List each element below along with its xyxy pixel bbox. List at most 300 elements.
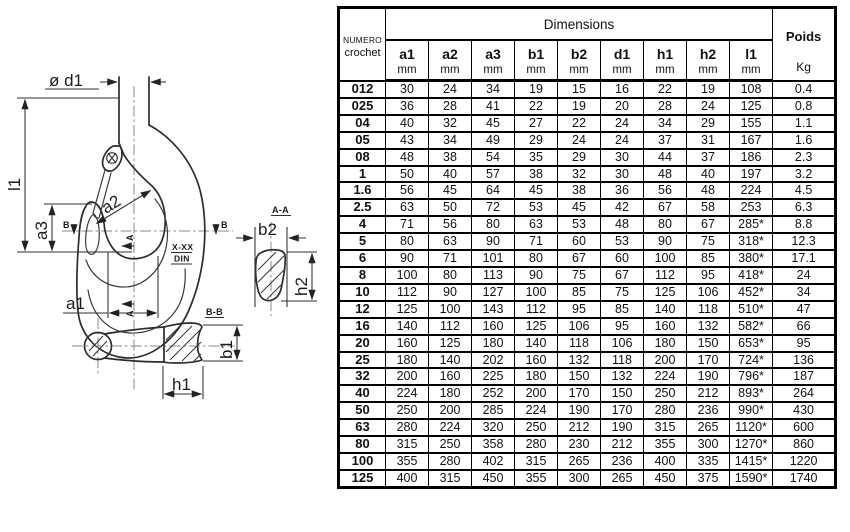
- poids-value-cell: 187: [773, 368, 836, 385]
- table-row: [339, 470, 836, 487]
- dimension-value-cell: 318*: [730, 233, 773, 250]
- dimension-value-cell: 24: [601, 132, 644, 149]
- dimension-value-cell: 450: [644, 470, 687, 487]
- table-row: [339, 402, 836, 419]
- table-row: [339, 182, 836, 199]
- dimension-value-cell: 56: [386, 182, 429, 199]
- dimension-value-cell: 22: [644, 81, 687, 98]
- dimension-value-cell: 112: [644, 267, 687, 284]
- dimension-value-cell: 71: [515, 233, 558, 250]
- table-row: [339, 267, 836, 284]
- bb-section-blob: [164, 323, 202, 363]
- dimension-value-cell: 19: [558, 98, 601, 115]
- dimension-value-cell: 48: [601, 216, 644, 233]
- row-number-cell: 25: [339, 352, 386, 369]
- poids-value-cell: 264: [773, 385, 836, 402]
- numero-crochet-header: [339, 8, 386, 81]
- dimension-value-cell: 200: [386, 368, 429, 385]
- dimension-value-cell: 212: [601, 436, 644, 453]
- table-row: [339, 199, 836, 216]
- section-a-label-top: A: [125, 234, 135, 241]
- row-number-cell: 04: [339, 115, 386, 132]
- dimension-value-cell: 36: [601, 182, 644, 199]
- dimension-value-cell: 80: [386, 233, 429, 250]
- dimension-value-cell: 180: [386, 352, 429, 369]
- poids-value-cell: 6.3: [773, 199, 836, 216]
- row-number-cell: 1.6: [339, 182, 386, 199]
- table-row: [339, 149, 836, 166]
- row-number-cell: 025: [339, 98, 386, 115]
- dimension-value-cell: 132: [687, 318, 730, 335]
- poids-value-cell: 430: [773, 402, 836, 419]
- row-number-cell: 5: [339, 233, 386, 250]
- dimension-value-cell: 67: [558, 250, 601, 267]
- dimension-value-cell: 63: [386, 199, 429, 216]
- dimension-value-cell: 118: [601, 352, 644, 369]
- column-header-b2: b2 mm: [558, 40, 601, 81]
- table-row: [339, 453, 836, 470]
- dimension-value-cell: 58: [687, 199, 730, 216]
- dimension-value-cell: 1270*: [730, 436, 773, 453]
- dimension-value-cell: 224: [386, 385, 429, 402]
- dim-label-b2: b2: [258, 220, 277, 239]
- dimension-value-cell: 375: [687, 470, 730, 487]
- dimension-value-cell: 300: [687, 436, 730, 453]
- dimension-value-cell: 30: [601, 149, 644, 166]
- dimension-value-cell: 315: [386, 436, 429, 453]
- table-row: [339, 318, 836, 335]
- table-row: [339, 368, 836, 385]
- dimension-value-cell: 28: [644, 98, 687, 115]
- dimension-value-cell: 170: [687, 352, 730, 369]
- dimension-value-cell: 80: [429, 267, 472, 284]
- table-row: [339, 81, 836, 98]
- dimension-value-cell: 400: [386, 470, 429, 487]
- dimension-value-cell: 15: [558, 81, 601, 98]
- dimension-value-cell: 37: [687, 149, 730, 166]
- dimension-value-cell: 315: [429, 470, 472, 487]
- poids-value-cell: 66: [773, 318, 836, 335]
- column-header-l1: l1 mm: [730, 40, 773, 81]
- dimension-value-cell: 250: [386, 402, 429, 419]
- row-number-cell: 12: [339, 301, 386, 318]
- dimension-value-cell: 106: [601, 335, 644, 352]
- dimension-value-cell: 150: [601, 385, 644, 402]
- dimension-value-cell: 50: [429, 199, 472, 216]
- table-body: [339, 81, 836, 488]
- dimension-value-cell: 280: [644, 402, 687, 419]
- dimension-value-cell: 180: [429, 385, 472, 402]
- poids-value-cell: 0.8: [773, 98, 836, 115]
- dimension-value-cell: 285: [472, 402, 515, 419]
- dimension-value-cell: 320: [472, 419, 515, 436]
- column-header-d1: d1 mm: [601, 40, 644, 81]
- dimension-value-cell: 315: [644, 419, 687, 436]
- dimension-value-cell: 180: [644, 335, 687, 352]
- dimension-value-cell: 224: [644, 368, 687, 385]
- dimension-value-cell: 35: [515, 149, 558, 166]
- table-row: [339, 335, 836, 352]
- dimension-value-cell: 75: [687, 233, 730, 250]
- dimension-value-cell: 45: [472, 115, 515, 132]
- dimension-value-cell: 41: [472, 98, 515, 115]
- row-number-cell: 6: [339, 250, 386, 267]
- dimension-value-cell: 40: [429, 166, 472, 183]
- dimension-value-cell: 132: [601, 368, 644, 385]
- dimension-value-cell: 125: [429, 335, 472, 352]
- row-number-cell: 20: [339, 335, 386, 352]
- dimension-value-cell: 190: [558, 402, 601, 419]
- dimension-value-cell: 56: [644, 182, 687, 199]
- dimension-value-cell: 24: [687, 98, 730, 115]
- dimension-value-cell: 125: [730, 98, 773, 115]
- dimension-value-cell: 112: [429, 318, 472, 335]
- poids-value-cell: 12.3: [773, 233, 836, 250]
- dimension-value-cell: 180: [515, 368, 558, 385]
- poids-label: Poids: [785, 28, 822, 44]
- dimension-value-cell: 53: [601, 233, 644, 250]
- dimension-value-cell: 265: [558, 453, 601, 470]
- dimension-value-cell: 60: [558, 233, 601, 250]
- dimensions-table: [337, 6, 837, 489]
- dimension-value-cell: 140: [515, 335, 558, 352]
- dimension-value-cell: 250: [429, 436, 472, 453]
- poids-value-cell: 34: [773, 284, 836, 301]
- dimension-value-cell: 125: [515, 318, 558, 335]
- bowl-contour-line: [88, 269, 185, 333]
- dimension-value-cell: 34: [644, 115, 687, 132]
- dimension-value-cell: 45: [515, 182, 558, 199]
- dimension-value-cell: 67: [687, 216, 730, 233]
- dimension-value-cell: 400: [644, 453, 687, 470]
- row-number-cell: 80: [339, 436, 386, 453]
- dimension-value-cell: 75: [558, 267, 601, 284]
- table-row: [339, 166, 836, 183]
- dimension-value-cell: 45: [429, 182, 472, 199]
- dimension-value-cell: 280: [386, 419, 429, 436]
- dimension-value-cell: 582*: [730, 318, 773, 335]
- dimension-value-cell: 90: [515, 267, 558, 284]
- dimension-value-cell: 31: [687, 132, 730, 149]
- a1-ext-lines: [108, 252, 158, 318]
- dimension-value-cell: 160: [472, 318, 515, 335]
- dimension-value-cell: 75: [601, 284, 644, 301]
- table-row: [339, 216, 836, 233]
- poids-value-cell: 1.6: [773, 132, 836, 149]
- dimension-value-cell: 202: [472, 352, 515, 369]
- dimension-value-cell: 1415*: [730, 453, 773, 470]
- dimension-value-cell: 64: [472, 182, 515, 199]
- dimension-value-cell: 186: [730, 149, 773, 166]
- dimension-value-cell: 19: [687, 81, 730, 98]
- dimension-value-cell: 22: [558, 115, 601, 132]
- dimension-value-cell: 160: [515, 352, 558, 369]
- dimension-value-cell: 67: [644, 199, 687, 216]
- dimension-value-cell: 40: [386, 115, 429, 132]
- poids-value-cell: 47: [773, 301, 836, 318]
- row-number-cell: 16: [339, 318, 386, 335]
- column-header-b1: b1 mm: [515, 40, 558, 81]
- poids-value-cell: 136: [773, 352, 836, 369]
- dimension-value-cell: 106: [558, 318, 601, 335]
- dimension-value-cell: 24: [558, 132, 601, 149]
- dimension-value-cell: 80: [515, 250, 558, 267]
- section-a-label-bottom: A: [125, 310, 135, 317]
- dimension-value-cell: 452*: [730, 284, 773, 301]
- dimension-value-cell: 170: [558, 385, 601, 402]
- row-number-cell: 4: [339, 216, 386, 233]
- dimension-value-cell: 200: [515, 385, 558, 402]
- dimension-value-cell: 36: [386, 98, 429, 115]
- table-row: [339, 233, 836, 250]
- table-row: [339, 132, 836, 149]
- dimension-value-cell: 108: [730, 81, 773, 98]
- dimension-value-cell: 236: [601, 453, 644, 470]
- dimension-value-cell: 335: [687, 453, 730, 470]
- poids-value-cell: 0.4: [773, 81, 836, 98]
- dimension-value-cell: 28: [429, 98, 472, 115]
- dimension-value-cell: 160: [429, 368, 472, 385]
- dimension-value-cell: 95: [687, 267, 730, 284]
- dimension-value-cell: 113: [472, 267, 515, 284]
- row-number-cell: 32: [339, 368, 386, 385]
- dimension-value-cell: 225: [472, 368, 515, 385]
- poids-value-cell: 24: [773, 267, 836, 284]
- dimension-value-cell: 56: [429, 216, 472, 233]
- dimension-value-cell: 190: [687, 368, 730, 385]
- dimension-value-cell: 38: [429, 149, 472, 166]
- poids-value-cell: 600: [773, 419, 836, 436]
- row-number-cell: 100: [339, 453, 386, 470]
- dim-label-a1: a1: [66, 294, 85, 313]
- dimension-value-cell: 510*: [730, 301, 773, 318]
- dimension-value-cell: 48: [644, 166, 687, 183]
- dimension-value-cell: 95: [558, 301, 601, 318]
- dimension-value-cell: 190: [601, 419, 644, 436]
- table-row: [339, 385, 836, 402]
- poids-value-cell: 1220: [773, 453, 836, 470]
- dimension-value-cell: 300: [558, 470, 601, 487]
- dimension-value-cell: 355: [386, 453, 429, 470]
- dimension-value-cell: 72: [472, 199, 515, 216]
- dimension-value-cell: 20: [601, 98, 644, 115]
- dimension-value-cell: 250: [644, 385, 687, 402]
- poids-value-cell: 8.8: [773, 216, 836, 233]
- dimension-value-cell: 63: [515, 216, 558, 233]
- dimension-value-cell: 252: [472, 385, 515, 402]
- dimension-value-cell: 112: [386, 284, 429, 301]
- table-row: [339, 436, 836, 453]
- table-row: [339, 419, 836, 436]
- dimension-value-cell: 48: [386, 149, 429, 166]
- section-b-label-left: B: [63, 220, 70, 230]
- dimension-value-cell: 57: [472, 166, 515, 183]
- dimension-value-cell: 127: [472, 284, 515, 301]
- crochet-label: crochet: [344, 47, 381, 60]
- poids-value-cell: 1.1: [773, 115, 836, 132]
- dimension-value-cell: 355: [644, 436, 687, 453]
- dimension-value-cell: 38: [515, 166, 558, 183]
- dimension-value-cell: 990*: [730, 402, 773, 419]
- dimension-value-cell: 19: [515, 81, 558, 98]
- tip-face-contour: [86, 214, 100, 254]
- dimension-value-cell: 100: [429, 301, 472, 318]
- din-stamp-line2: DIN: [174, 253, 190, 264]
- dimension-value-cell: 167: [730, 132, 773, 149]
- dimension-value-cell: 265: [601, 470, 644, 487]
- dimension-value-cell: 265: [687, 419, 730, 436]
- dimension-value-cell: 200: [429, 402, 472, 419]
- dimension-value-cell: 236: [687, 402, 730, 419]
- dimension-value-cell: 24: [601, 115, 644, 132]
- numero-label: NUMERO: [343, 35, 382, 46]
- row-number-cell: 40: [339, 385, 386, 402]
- dimension-value-cell: 40: [687, 166, 730, 183]
- dim-label-a2: a2: [98, 191, 125, 218]
- dimension-value-cell: 100: [386, 267, 429, 284]
- column-header-a3: a3 mm: [472, 40, 515, 81]
- dim-label-l1: l1: [5, 177, 24, 191]
- dimension-value-cell: 53: [558, 216, 601, 233]
- dimension-value-cell: 170: [601, 402, 644, 419]
- dimension-value-cell: 106: [687, 284, 730, 301]
- dimension-value-cell: 100: [515, 284, 558, 301]
- dimension-value-cell: 30: [601, 166, 644, 183]
- dimension-value-cell: 280: [515, 436, 558, 453]
- dimension-value-cell: 380*: [730, 250, 773, 267]
- hook-technical-drawing: [0, 0, 335, 532]
- dimension-value-cell: 200: [644, 352, 687, 369]
- dimension-value-cell: 224: [730, 182, 773, 199]
- row-number-cell: 2.5: [339, 199, 386, 216]
- poids-value-cell: 4.5: [773, 182, 836, 199]
- dimension-value-cell: 34: [472, 81, 515, 98]
- dim-label-a3: a3: [32, 221, 51, 240]
- column-header-a1: a1 mm: [386, 40, 429, 81]
- dimension-value-cell: 143: [472, 301, 515, 318]
- dimension-value-cell: 29: [558, 149, 601, 166]
- kg-unit-label: Kg: [796, 59, 811, 74]
- dimension-value-cell: 132: [558, 352, 601, 369]
- din-stamp-line1: X-XX: [172, 242, 194, 252]
- dimension-value-cell: 140: [644, 301, 687, 318]
- dimension-value-cell: 100: [644, 250, 687, 267]
- dimension-value-cell: 71: [386, 216, 429, 233]
- dim-label-h2: h2: [292, 277, 311, 296]
- bb-section-hatch: [166, 326, 201, 361]
- dimension-value-cell: 49: [472, 132, 515, 149]
- dimension-value-cell: 24: [429, 81, 472, 98]
- dimensions-table-wrapper: [337, 6, 837, 489]
- section-b-label-right: B: [221, 220, 228, 230]
- dimension-value-cell: 724*: [730, 352, 773, 369]
- table-row: [339, 115, 836, 132]
- dimension-value-cell: 32: [429, 115, 472, 132]
- table-row: [339, 98, 836, 115]
- table-row: [339, 352, 836, 369]
- dimension-value-cell: 32: [558, 166, 601, 183]
- dimension-value-cell: 150: [687, 335, 730, 352]
- row-number-cell: 8: [339, 267, 386, 284]
- poids-header: [773, 8, 836, 81]
- dimension-value-cell: 60: [601, 250, 644, 267]
- poids-value-cell: 2.3: [773, 149, 836, 166]
- dimension-value-cell: 63: [429, 233, 472, 250]
- section-aa-title: A-A: [272, 205, 289, 215]
- dimension-value-cell: 355: [515, 470, 558, 487]
- dimension-value-cell: 16: [601, 81, 644, 98]
- poids-value-cell: 3.2: [773, 166, 836, 183]
- dimension-value-cell: 653*: [730, 335, 773, 352]
- dimension-value-cell: 402: [472, 453, 515, 470]
- dimension-value-cell: 42: [601, 199, 644, 216]
- dimension-value-cell: 160: [644, 318, 687, 335]
- dimension-value-cell: 796*: [730, 368, 773, 385]
- dim-label-h1: h1: [172, 375, 191, 394]
- dimension-value-cell: 230: [558, 436, 601, 453]
- table-row: [339, 250, 836, 267]
- column-header-h1: h1 mm: [644, 40, 687, 81]
- row-number-cell: 012: [339, 81, 386, 98]
- dimension-value-cell: 180: [472, 335, 515, 352]
- dimension-value-cell: 285*: [730, 216, 773, 233]
- dimension-value-cell: 50: [386, 166, 429, 183]
- dimension-value-cell: 54: [472, 149, 515, 166]
- row-number-cell: 05: [339, 132, 386, 149]
- dimension-value-cell: 27: [515, 115, 558, 132]
- dimensions-header: Dimensions: [386, 8, 773, 41]
- dimension-value-cell: 38: [558, 182, 601, 199]
- poids-value-cell: 95: [773, 335, 836, 352]
- column-header-h2: h2 mm: [687, 40, 730, 81]
- dimension-value-cell: 95: [601, 318, 644, 335]
- dimension-value-cell: 85: [558, 284, 601, 301]
- dimension-value-cell: 893*: [730, 385, 773, 402]
- table-row: [339, 284, 836, 301]
- dimension-value-cell: 112: [515, 301, 558, 318]
- column-header-a2: a2 mm: [429, 40, 472, 81]
- dimension-value-cell: 1120*: [730, 419, 773, 436]
- poids-value-cell: 17.1: [773, 250, 836, 267]
- dimension-value-cell: 67: [601, 267, 644, 284]
- row-number-cell: 63: [339, 419, 386, 436]
- dim-label-d1: ø d1: [49, 71, 84, 90]
- dimension-value-cell: 90: [472, 233, 515, 250]
- table-row: [339, 301, 836, 318]
- row-number-cell: 10: [339, 284, 386, 301]
- dimension-value-cell: 358: [472, 436, 515, 453]
- dimension-value-cell: 212: [687, 385, 730, 402]
- dimension-value-cell: 30: [386, 81, 429, 98]
- row-number-cell: 1: [339, 166, 386, 183]
- dimension-value-cell: 224: [515, 402, 558, 419]
- dimension-value-cell: 125: [386, 301, 429, 318]
- dimension-value-cell: 85: [687, 250, 730, 267]
- dimension-value-cell: 118: [687, 301, 730, 318]
- dimension-value-cell: 1590*: [730, 470, 773, 487]
- dimension-value-cell: 90: [429, 284, 472, 301]
- dimension-value-cell: 280: [429, 453, 472, 470]
- dimension-value-cell: 29: [687, 115, 730, 132]
- dimension-value-cell: 140: [429, 352, 472, 369]
- dimension-value-cell: 44: [644, 149, 687, 166]
- column-header-row: [339, 40, 836, 81]
- row-number-cell: 50: [339, 402, 386, 419]
- dimension-value-cell: 160: [386, 335, 429, 352]
- poids-value-cell: 1740: [773, 470, 836, 487]
- section-bb-title: B-B: [206, 307, 223, 317]
- dimension-value-cell: 212: [558, 419, 601, 436]
